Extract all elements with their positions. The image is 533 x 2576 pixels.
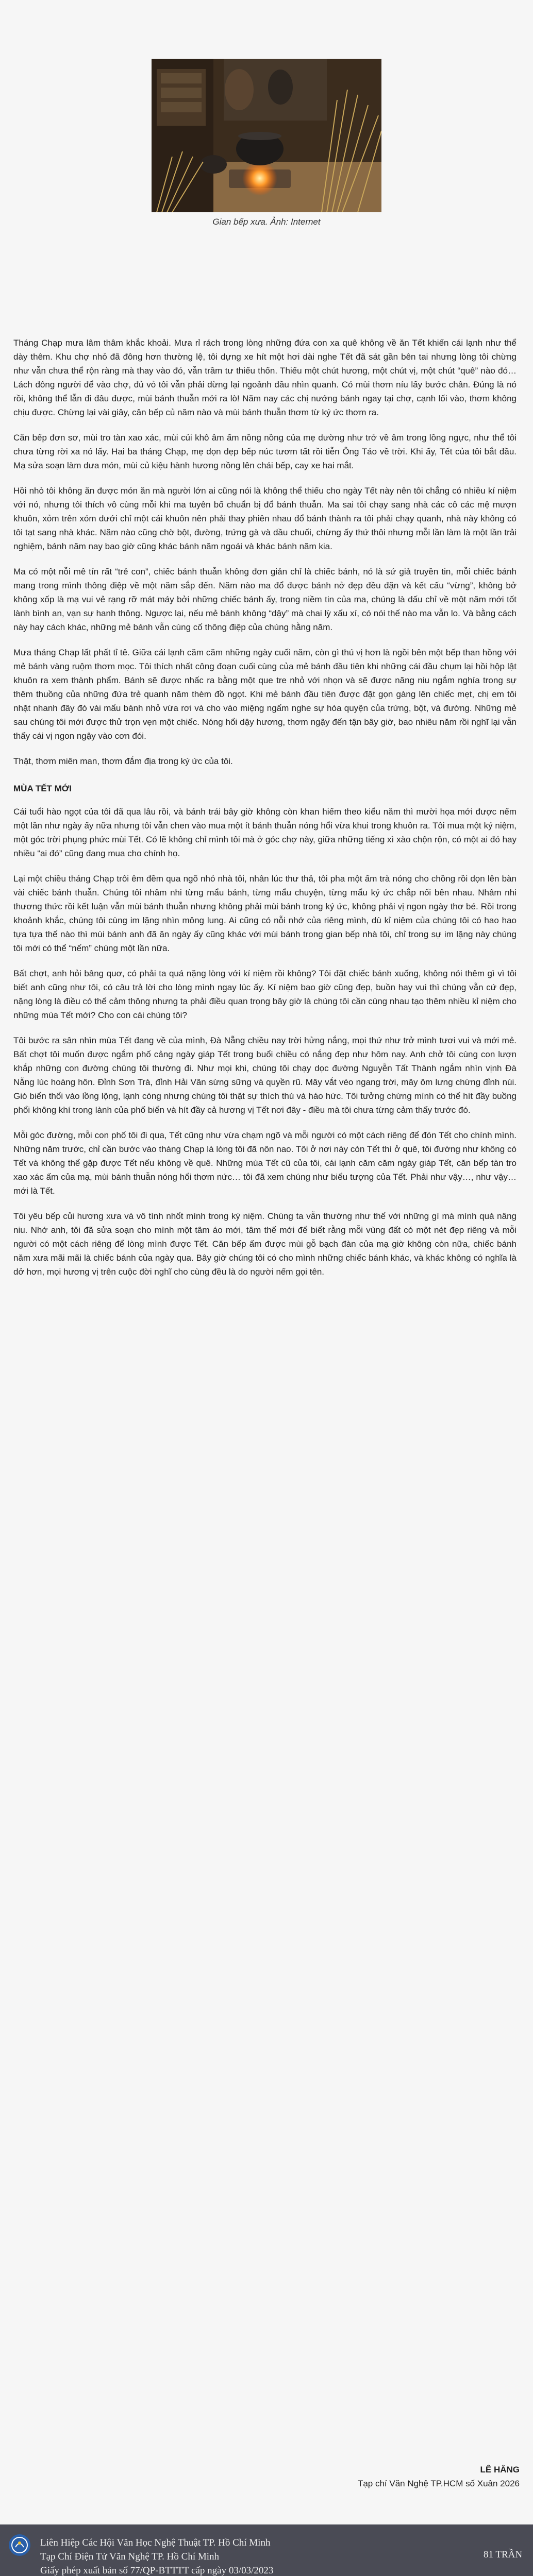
paragraph: Mỗi góc đường, mỗi con phố tôi đi qua, Tết cũng như vừa chạm ngõ và mỗi người có một cách riêng để đón Tết cho chính mình. Những năm trước, chỉ cần bước vào tháng Chạp là lòng tôi đã nôn nao. Tôi ở nơi này còn Tết thì ở quê, tôi đường như không có Tết và không thể gặp được Tết nếu không về quê. Những mùa Tết cũ của tôi, cái lạnh căm căm ngày giáp Tết, căn bếp tàn tro xao xác ấm của mạ, mùi bánh thuẫn nóng hổi thơm nức… tôi đã xem chúng như biểu tượng của Tết. Phải như vậy…, như vậy… mới là Tết. [13,1130,517,1196]
article-body [13,336,517,1290]
paragraph: Lại một chiều tháng Chạp trôi êm đềm qua ngõ nhỏ nhà tôi, nhân lúc thư thả, tôi pha một ấm trà nóng cho chồng rồi dọn lên bàn vài chiếc bánh thuẫn. Chúng tôi nhâm nhi từng mẩu bánh, từng mẩu chuyện, từng mẩu ký ức chắp nối bên nhau. Nhâm nhi thương thức rồi kết luận vẫn mùi bánh thuẫn nhưng không phải mùi bánh trong ký ức, không phải vị ngon ngày thơ bé. Rồi trong khoảnh khắc, chúng tôi cùng im lặng nhìn mông lung. Ai cũng có nỗi nhớ của riêng mình, dù kỉ niệm của chúng tôi có hao hao tựa tựa thế nào thì mùi bánh anh đã ăn ngày ấy cũng khác với mùi bánh trong gian bếp nhà tôi, chỉ trong sự im lặng này chúng tôi mới có thể “nếm” chúng một lần nữa. [13,874,517,953]
footer-line: Liên Hiệp Các Hội Văn Học Nghệ Thuật TP. Hồ Chí Minh [40,2537,271,2548]
kitchen-illustration [152,59,381,212]
paragraph: Thật, thơm miên man, thơm đắm địa trong ký ức của tôi. [13,756,233,766]
paragraph: Tháng Chạp mưa lâm thâm khắc khoải. Mưa rỉ rách trong lòng những đứa con xa quê không về ăn Tết khiến cái lạnh như thể dày thêm. Khu chợ nhỏ đã đông hơn thường lệ, tôi dựng xe hít một hơi dài nghe Tết đã sát gần bên tai nhưng lòng tôi chừng như vẫn chưa thể rộn ràng mà thay vào đó, vẫn trầm tư thiếu thốn. Thiếu một chút hương, một chút vị, một chút “quê” nào đó… Lách đông người để vào chợ, đủ vỏ tôi vẫn phải dừng lại ngoảnh đầu nhìn quanh. Có mùi thơm níu lấy bước chân. Đúng là nó rồi, không thể lẫn đi đâu được, mùi bánh thuẫn mới ra lò! Năm nay các chị nướng bánh ngay tại chợ, cạnh lối vào, thơm không chịu được. Chừng lại vài giây, cân bếp củ năm nào và mùi bánh thuẫn thơm từ ký ức thơm ra. [13,338,517,417]
paragraph: Cái tuổi hào ngọt của tôi đã qua lâu rồi, và bánh trái bây giờ không còn khan hiếm theo kiểu năm thì mười họa mới được nếm một lần như ngày ấy nữa nhưng tôi vẫn chen vào mua một ít bánh thuẫn nóng hổi vừa khui trong khuôn ra. Tôi mua một ký niệm, một góc trời phụng phức mùi Tết. Có lẽ không chỉ mình tôi mà ở góc chợ này, giữa những tiếng xì xào chộn rộn, có một ai đó hay nhiều “ai đó” cũng đang mua cho chính họ. [13,807,517,858]
paragraph: Tôi bước ra sân nhìn mùa Tết đang về của mình, Đà Nẵng chiều nay trời hửng nắng, mọi thứ như trở mình tươi vui và mới mẻ. Bất chợt tôi muốn được ngắm phố cảng ngày giáp Tết trong buổi chiều có nắng đẹp như hôm nay. Anh chở tôi cùng con lượn khắp những con đường chúng tôi thường đi. Như mọi khi, chúng tôi chạy dọc đường Nguyễn Tất Thành ngắm nhìn vịnh Đà Nẵng lúc hoàng hôn. Đỉnh Sơn Trà, đỉnh Hải Vân sừng sững và quyền rũ. Mây vắt véo ngang trời, mây ôm lưng chừng đỉnh núi. Gió biển thổi vào lồng lộng, lạnh cóng nhưng chúng tôi thật sự thích thú và háo hức. Tôi tưởng chừng mình có thể hít đầy buồng phổi không khí trong lành của phố biển và hít đầy cả hương vị Tết nơi đây - điều mà tôi chưa từng cảm thấy trước đó. [13,1036,517,1115]
paragraph: Ma có một nỗi mê tín rất “trẻ con”, chiếc bánh thuẫn không đơn giản chỉ là chiếc bánh, nó là sứ giả truyền tin, mỗi chiếc bánh mang trong mình thông điệp về một năm sắp đến. Năm nào ma đổ được bánh nở đẹp đều đặn và kết cấu “vừng”, không bở không xốp là mạ vui vẻ rạng rỡ mát máy bởi những chiếc bánh ấy, trong niềm tin của ma, chúng là dấu chỉ về một năm mới tốt lành bình an, vạn sự hanh thông. Ngược lại, nếu mẻ bánh không “dậy” mà chai lỳ xấu xí, có nói thế nào ma vẫn lo. Và bằng cách này hay cách khác, những mẻ bánh vẫn cùng cố thông điệp của chúng hằng năm. [13,567,517,632]
site-footer [0,2524,533,2576]
kitchen-photo [152,59,381,212]
footer-line: Giấy phép xuất bản số 77/QP-BTTTT cấp ngày 03/03/2023 [40,2565,274,2576]
paragraph: Mưa tháng Chạp lất phất tỉ tê. Giữa cái lạnh căm căm những ngày cuối năm, còn gì thú vị hơn là ngồi bên một bếp than hồng với mẻ bánh vàng ruộm thơm mọc. Tôi thích nhất công đoạn cuối cùng của mẻ bánh đầu tiên khi những cái đầu chụm lại hồi hộp lật khuôn ra xem thành phẩm. Bánh sẽ được nhấc ra bằng một que tre nhỏ với nhọn và sẽ được năng niu ngắm nghía trong sự thêm thuồng của những đứa trẻ quanh năm thèm đồ ngọt. Khi mẻ bánh đầu tiên được đặt gọn gàng lên chiếc mẹt, chị em tôi nhặt nhanh đây đó vài mẩu bánh nhỏ vừa rơi và cho vào miệng ngấm nghe sự hòa quyện của trứng, bột, và đường. Những mẻ sau chúng tôi mới được thử trọn vẹn một chiếc. Nóng hổi dậy hương, thơm ngậy đến tận bây giờ, bao nhiêu năm rồi nghĩ lại vẫn thấy cái vị ngon ngậy vào cơn đói. [13,648,517,741]
paragraph: Hồi nhỏ tôi không ăn được món ăn mà người lớn ai cũng nói là không thể thiếu cho ngày Tết này nên tôi chẳng có nhiều kí niệm với nó, nhưng tôi thích vô cùng mỗi khi ma tuyên bố chuẩn bị đổ bánh thuẫn. Ma sai tôi chạy sang nhà các cô các mệ mượn khuôn, xỏm trên xóm dưới chỉ một cái khuôn nên phải thay phiên nhau đổ bánh thành ra tôi phải chạy quanh, nhà này không có tôi tạt sang nhà khác. Năm nào cũng chờ bột, đường, trứng gà và dầu chuối, chừng ấy thứ thôi nhưng mỗi lần làm là một lần trải nghiệm, bánh năm nay bao giờ cũng khác bánh năm ngoái và khác bánh năm kia. [13,486,517,551]
paragraph: Căn bếp đơn sơ, mùi tro tàn xao xác, mùi củi khô âm ấm nồng nồng của mẹ dường như trở về âm trong lồng ngực, như thể tôi chưa từng rời xa nó lấy. Hai ba tháng Chạp, mẹ dọn dẹp bếp núc tươm tất rồi tiễn Ông Táo về trời. Khi ấy, Tết của tôi bắt đầu. Mạ sửa soạn làm dưa món, mùi củ kiệu hành hương nồng lên chái bếp, cay xe hai mắt. [13,433,517,470]
article-signature [358,2463,520,2490]
author-name: LÊ HẰNG [480,2465,520,2475]
association-logo-icon[interactable] [8,2534,31,2556]
photo-caption: Gian bếp xưa. Ảnh: Internet [212,217,321,227]
paragraph: Tôi yêu bếp củi hương xưa và vô tình nhốt mình trong ký niệm. Chúng ta vẫn thường như thế với những gì mà mình quá nâng niu. Nhớ anh, tôi đã sửa soạn cho mình một tâm áo mới, tâm thế mới để biết rằng mỗi vùng đất có một nét đẹp riêng và mỗi người có một cách riêng để lòng mình được Tết. Căn bếp ấm được mùi gỗ bạch đàn của mạ giờ không còn nữa, chiếc bánh năm xưa mãi mãi là chiếc bánh của ngày qua. Bây giờ chúng tôi có cho mình những chiếc bánh khác, và khác không có nghĩa là dở hơn, mọi hương vị trên cuộc đời nghĩ cho cùng đều là do người nếm gọi tên. [13,1211,517,1277]
section-heading: MÙA TẾT MỚI [13,784,72,793]
footer-line: Tạp Chí Điện Tử Văn Nghệ TP. Hồ Chí Minh [40,2551,220,2562]
footer-address: 81 TRẦN [484,2549,523,2560]
article-source: Tạp chí Văn Nghệ TP.HCM số Xuân 2026 [357,2479,520,2488]
paragraph: Bất chợt, anh hỏi bâng quơ, có phải ta quá nặng lòng với kí niệm rồi không? Tôi đặt chiếc bánh xuống, không nói thêm gì vì tôi biết anh cũng như tôi, có câu trả lời cho lòng mình ngay lúc ấy. Kí niệm bao giờ cũng đẹp, buồn hay vui thì chúng vẫn cứ đẹp, nặng lòng là điều có thể cảm thông nhưng ta phải điều quan trọng bây giờ là chúng tôi cần cùng nhau tạo thêm nhiều kỉ niệm cho những mùa Tết mới? Cho con cái chúng tôi? [13,969,517,1020]
footer-info [40,2536,297,2576]
